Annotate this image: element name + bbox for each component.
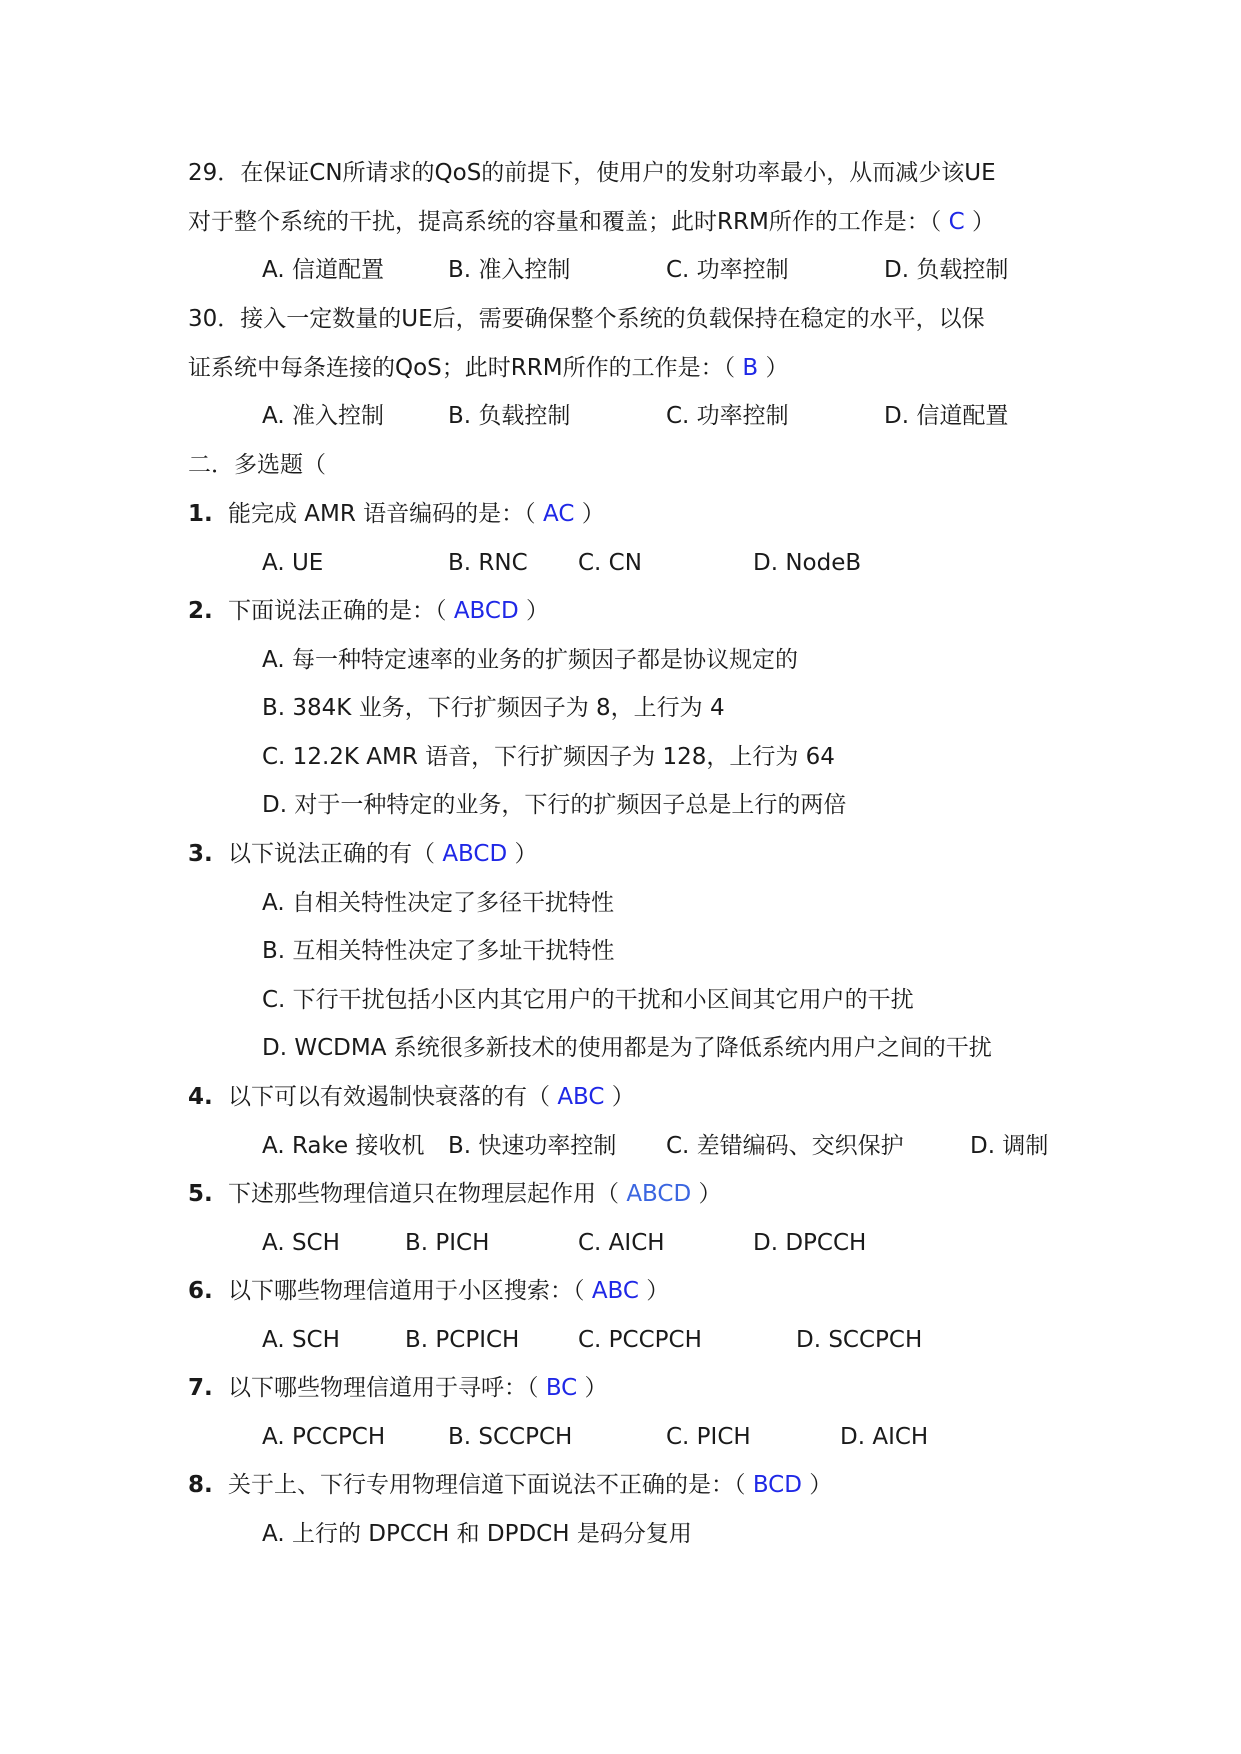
q29-option-c: C. 功率控制 <box>666 257 789 283</box>
mq1-option-d: D. NodeB <box>753 550 862 576</box>
mq3-question <box>188 838 538 870</box>
mq5-close: ） <box>691 1181 722 1207</box>
q29-option-a: A. 信道配置 <box>262 257 384 283</box>
q30-text: 证系统中每条连接的QoS；此时RRM所作的工作是：（ <box>188 355 743 381</box>
mq3-close: ） <box>507 841 538 867</box>
q29-line-2 <box>188 206 995 238</box>
mq6-number: 6. <box>188 1278 213 1304</box>
mq6-option-c: C. PCCPCH <box>578 1327 702 1353</box>
mq2-answer: ABCD <box>453 598 519 624</box>
mq4-option-d: D. 调制 <box>970 1133 1049 1159</box>
mq7-close: ） <box>577 1375 608 1401</box>
mq1-close: ） <box>574 501 605 527</box>
q29-close: ） <box>964 209 995 235</box>
mq8-close: ） <box>801 1472 833 1498</box>
mq7-option-a: A. PCCPCH <box>262 1424 386 1450</box>
mq2-question <box>188 595 549 627</box>
q29-line-1: 29．在保证CN所请求的QoS的前提下，使用户的发射功率最小，从而减少该UE <box>188 160 996 186</box>
mq2-option-b: B. 384K 业务，下行扩频因子为 8，上行为 4 <box>262 695 725 721</box>
mq2-text: 下面说法正确的是：（ <box>228 598 454 624</box>
mq4-answer: ABC <box>557 1084 605 1110</box>
q30-option-c: C. 功率控制 <box>666 403 789 429</box>
mq7-question <box>188 1372 608 1404</box>
mq6-option-a: A. SCH <box>262 1327 340 1353</box>
mq1-option-b: B. RNC <box>448 550 528 576</box>
mq5-option-d: D. DPCCH <box>753 1230 867 1256</box>
mq6-question <box>188 1275 669 1307</box>
mq8-text: 关于上、下行专用物理信道下面说法不正确的是：（ <box>228 1472 753 1498</box>
mq1-text: 能完成 AMR 语音编码的是：（ <box>228 501 543 527</box>
mq2-number: 2. <box>188 598 213 624</box>
mq6-close: ） <box>638 1278 670 1304</box>
mq4-text: 以下可以有效遏制快衰落的有（ <box>228 1084 558 1110</box>
mq7-answer: BC <box>545 1375 578 1401</box>
mq7-option-c: C. PICH <box>666 1424 751 1450</box>
q30-option-a: A. 准入控制 <box>262 403 384 429</box>
mq2-close: ） <box>518 598 550 624</box>
mq7-number: 7. <box>188 1375 213 1401</box>
mq3-text: 以下说法正确的有（ <box>228 841 443 867</box>
mq4-option-a: A. Rake 接收机 <box>262 1133 425 1159</box>
mq5-question <box>188 1178 722 1210</box>
mq4-close: ） <box>604 1084 635 1110</box>
mq5-option-b: B. PICH <box>405 1230 490 1256</box>
q30-close: ） <box>758 355 789 381</box>
mq6-option-d: D. SCCPCH <box>796 1327 923 1353</box>
q30-option-b: B. 负载控制 <box>448 403 571 429</box>
mq4-question <box>188 1081 635 1113</box>
mq1-option-c: C. CN <box>578 550 642 576</box>
q30-option-d: D. 信道配置 <box>884 403 1009 429</box>
mq1-answer: AC <box>543 501 575 527</box>
mq1-number: 1. <box>188 501 213 527</box>
mq4-number: 4. <box>188 1084 213 1110</box>
mq3-option-c: C. 下行干扰包括小区内其它用户的干扰和小区间其它用户的干扰 <box>262 987 914 1013</box>
mq3-number: 3. <box>188 841 213 867</box>
mq5-text: 下述那些物理信道只在物理层起作用（ <box>228 1181 627 1207</box>
mq3-option-b: B. 互相关特性决定了多址干扰特性 <box>262 938 615 964</box>
mq1-question <box>188 498 605 530</box>
mq3-option-a: A. 自相关特性决定了多径干扰特性 <box>262 890 614 916</box>
mq5-option-a: A. SCH <box>262 1230 340 1256</box>
mq8-answer: BCD <box>752 1472 802 1498</box>
mq8-option-a: A. 上行的 DPCCH 和 DPDCH 是码分复用 <box>262 1521 692 1547</box>
q30-answer: B <box>742 355 759 381</box>
q29-option-b: B. 准入控制 <box>448 257 571 283</box>
mq6-option-b: B. PCPICH <box>405 1327 520 1353</box>
q30-line-2 <box>188 352 789 384</box>
q29-answer: C <box>948 209 965 235</box>
mq3-answer: ABCD <box>442 841 508 867</box>
mq8-number: 8. <box>188 1472 213 1498</box>
mq6-text: 以下哪些物理信道用于小区搜索：（ <box>228 1278 592 1304</box>
mq4-option-c: C. 差错编码、交织保护 <box>666 1133 904 1159</box>
q30-line-1: 30．接入一定数量的UE后，需要确保整个系统的负载保持在稳定的水平，以保 <box>188 306 985 332</box>
mq4-option-b: B. 快速功率控制 <box>448 1133 617 1159</box>
mq2-option-c: C. 12.2K AMR 语音，下行扩频因子为 128，上行为 64 <box>262 744 835 770</box>
mq3-option-d: D. WCDMA 系统很多新技术的使用都是为了降低系统内用户之间的干扰 <box>262 1035 992 1061</box>
mq7-option-b: B. SCCPCH <box>448 1424 573 1450</box>
mq2-option-d: D. 对于一种特定的业务，下行的扩频因子总是上行的两倍 <box>262 792 847 818</box>
mq2-option-a: A. 每一种特定速率的业务的扩频因子都是协议规定的 <box>262 647 798 673</box>
q29-option-d: D. 负载控制 <box>884 257 1009 283</box>
mq7-option-d: D. AICH <box>840 1424 929 1450</box>
mq5-answer: ABCD <box>626 1181 692 1207</box>
section-title: 二．多选题（ <box>188 452 326 478</box>
mq5-option-c: C. AICH <box>578 1230 665 1256</box>
mq6-answer: ABC <box>591 1278 639 1304</box>
mq1-option-a: A. UE <box>262 550 324 576</box>
q29-text: 对于整个系统的干扰，提高系统的容量和覆盖；此时RRM所作的工作是：（ <box>188 209 949 235</box>
mq5-number: 5. <box>188 1181 213 1207</box>
mq7-text: 以下哪些物理信道用于寻呼：（ <box>228 1375 546 1401</box>
mq8-question <box>188 1469 832 1501</box>
